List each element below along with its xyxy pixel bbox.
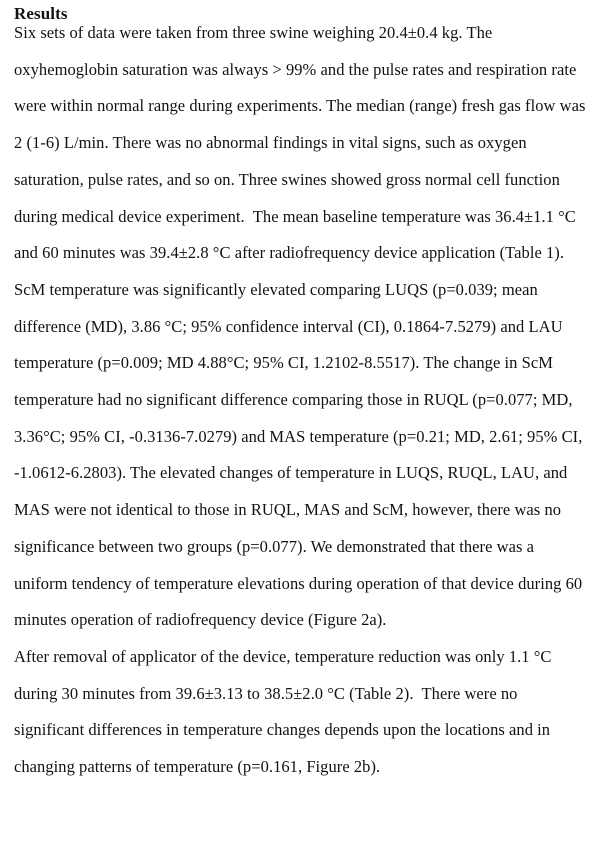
results-section-heading: Results <box>14 4 68 23</box>
text-line: significance between two groups (p=0.077). We demonstrated that there was a <box>14 536 535 556</box>
text-line: difference (MD), 3.86 °C; 95% confidence interval (CI), 0.1864-7.5279) and LAU <box>14 316 563 336</box>
results-paragraph-1 <box>14 15 586 639</box>
text-line: MAS were not identical to those in RUQL, MAS and ScM, however, there was no <box>14 500 562 520</box>
text-line: After removal of applicator of the device, temperature reduction was only 1.1 °C <box>14 646 552 666</box>
text-line: minutes operation of radiofrequency device (Figure 2a). <box>14 610 387 630</box>
text-line: uniform tendency of temperature elevations during operation of that device during 60 <box>14 573 583 593</box>
text-line: 3.36°C; 95% CI, -0.3136-7.0279) and MAS temperature (p=0.21; MD, 2.61; 95% CI, <box>14 426 583 446</box>
text-line: and 60 minutes was 39.4±2.8 °C after radiofrequency device application (Table 1). <box>14 243 565 263</box>
text-line: temperature had no significant difference comparing those in RUQL (p=0.077; MD, <box>14 390 573 410</box>
results-paragraph-2 <box>14 639 574 786</box>
text-line: ScM temperature was significantly elevated comparing LUQS (p=0.039; mean <box>14 279 538 299</box>
text-line: during medical device experiment. The mean baseline temperature was 36.4±1.1 °C <box>14 206 576 226</box>
text-line: changing patterns of temperature (p=0.161, Figure 2b). <box>14 757 381 777</box>
text-line: during 30 minutes from 39.6±3.13 to 38.5±2.0 °C (Table 2). There were no <box>14 683 518 703</box>
text-line: Six sets of data were taken from three swine weighing 20.4±0.4 kg. The <box>14 23 493 42</box>
text-line: oxyhemoglobin saturation was always > 99% and the pulse rates and respiration rate <box>14 59 577 79</box>
text-line: -1.0612-6.2803). The elevated changes of temperature in LUQS, RUQL, LAU, and <box>14 463 568 483</box>
text-line: 2 (1-6) L/min. There was no abnormal findings in vital signs, such as oxygen <box>14 133 527 153</box>
text-line: temperature (p=0.009; MD 4.88°C; 95% CI, 1.2102-8.5517). The change in ScM <box>14 353 553 373</box>
text-line: were within normal range during experiments. The median (range) fresh gas flow was <box>14 96 586 116</box>
text-line: significant differences in temperature changes depends upon the locations and in <box>14 720 551 740</box>
text-line: saturation, pulse rates, and so on. Three swines showed gross normal cell function <box>14 169 560 189</box>
